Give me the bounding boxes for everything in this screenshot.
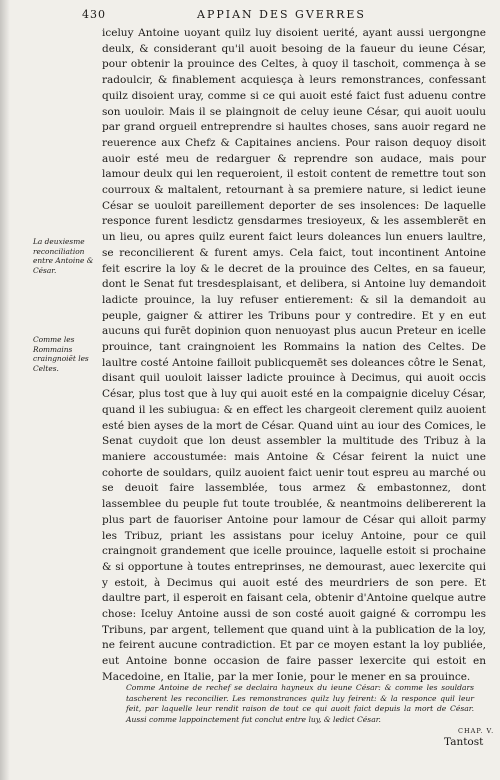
chapter-signature: CHAP. V. [458, 727, 495, 735]
margin-note-celtes: Comme les Rommains craingnoiēt les Celtes. [33, 335, 89, 373]
summary-text: Comme Antoine de rechef se declaira hayneux du ieune César: & comme les souldars tascherent les reconcilier. Les remonstrances quilz luy feirent: & la responce quil leur feit, par laquelle leur rendit raison de tout ce qui auoit faict depuis la mort de César. Aussi comme lappoinctement fut conclut entre luy, & ledict César. [126, 683, 474, 724]
main-text-block [102, 26, 486, 686]
catchword: Tantost [444, 736, 484, 748]
margin-note-reconciliation: La deuxiesme reconciliation entre Antoine & César. [33, 237, 94, 275]
chapter-summary [126, 683, 474, 725]
main-paragraph: iceluy Antoine uoyant quilz luy disoient uerité, ayant aussi uergongne deulx, & considerant qu'il auoit besoing de la faueur du ieune César, pour obtenir la prouince des Celtes, à quoy il taschoit, commença à se radoulcir, & finablement acquiesça à leurs remonstrances, confessant quilz disoient uray, comme si ce qui auoit esté faict fust aduenu contre son uouloir. Mais il se plaingnoit de celuy ieune César, qui auoit uoulu par grand orgueil entreprendre si haultes choses, sans auoir regard ne reuerence aux Chefz & Capitaines anciens. Pour raison dequoy disoit auoir esté meu de redarguer & reprendre son audace, mais pour lamour deulx qui len requeroient, il estoit content de remettre tout son courroux & maltalent, retournant à sa premiere nature, si ledict ieune César se uouloit pareillement deporter de ses insolences: De laquelle responce furent lesdictz gensdarmes tresioyeux, & les assemblerēt en un lieu, ou apres quilz eurent faict leurs doleances lun enuers laultre, se reconcilierent & furent amys. Cela faict, tout incontinent Antoine feit escrire la loy & le decret de la prouince des Celtes, en sa faueur, dont le Senat fut tresdesplaisant, et delibera, si Antoine luy demandoit ladicte prouince, la luy refuser entierement: & sil la demandoit au peuple, gaigner & attirer les Tribuns pour y contredire. Et y en eut aucuns qui furēt dopinion quon nenuoyast plus aucun Preteur en icelle prouince, tant craingnoient les Rommains la nation des Celtes. De laultre costé Antoine failloit publicquemēt ses doleances côtre le Senat, disant quil uouloit laisser ladicte prouince à Decimus, qui auoit occis César, plus tost que à luy qui auoit esté en la compaignie diceluy César, quand il les subiugua: & en effect les chargeoit clerement quilz auoient esté bien ayses de la mort de César. Quand uint au iour des Comices, le Senat cuydoit que lon deust assembler la multitude des Tribuz à la maniere accoustumée: mais Antoine & César feirent la nuict une cohorte de souldars, quilz auoient faict uenir tout espreu au marché ou se deuoit faire lassemblée, tous armez & embastonnez, dont lassemblee du peuple fut toute troublée, & neantmoins delibererent la plus part de fauoriser Antoine pour lamour de César qui alloit parmy les Tribuz, priant les assistans pour iceluy Antoine, pour ce quil craingnoit grandement que icelle prouince, laquelle estoit si prochaine & si opportune à toutes entreprinses, ne demourast, auec lexercite qui y estoit, à Decimus qui auoit esté des meurdriers de son pere. Et daultre part, il esperoit en faisant cela, obtenir d'Antoine quelque autre chose: Iceluy Antoine aussi de son costé auoit gaigné & corrompu les Tribuns, par argent, tellement que quand uint à la publication de la loy, ne feirent aucune contradiction. Et par ce moyen estant la loy publiée, eut Antoine bonne occasion de faire passer lexercite qui estoit en Macedoine, en Italie, par la mer Ionie, pour le mener en sa prouince. [102, 27, 486, 683]
page-header [82, 8, 482, 28]
running-head: APPIAN DES GVERRES [197, 8, 366, 21]
page-number: 430 [82, 8, 106, 21]
